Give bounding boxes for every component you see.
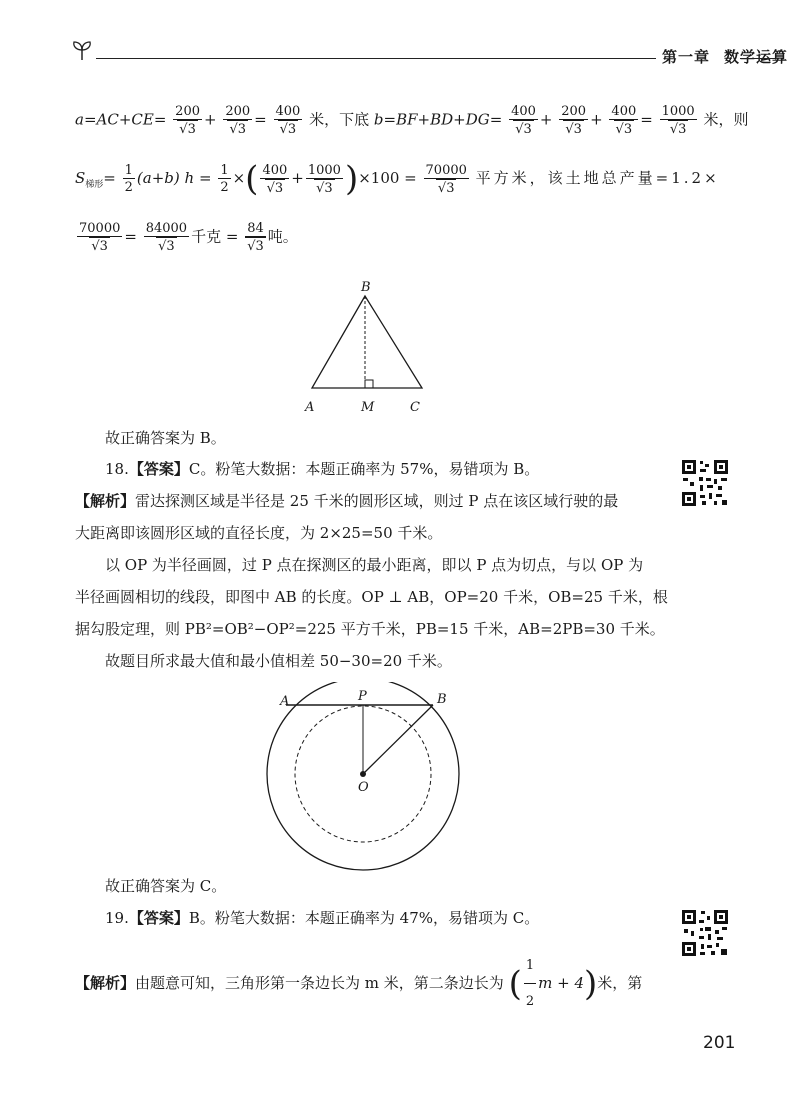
answer-18: 故正确答案为 C。 <box>105 877 227 895</box>
circle-label-B: B <box>437 692 447 707</box>
qr-code-icon <box>680 908 730 958</box>
header-rule-left <box>96 58 656 59</box>
chapter-title: 第一章 数学运算 <box>662 48 789 66</box>
page-header <box>70 38 789 68</box>
triangle-label-A: A <box>305 400 315 415</box>
triangle-figure <box>295 278 445 418</box>
q19-analysis-1: 【解析】由题意可知，三角形第一条边长为 m 米，第二条边长为 ( $\frac{1}{2}$ m + 4)米，第 <box>75 950 660 1018</box>
q19-answer: 19.【答案】B。粉笔大数据：本题正确率为 47%，易错项为 C。 <box>105 909 540 927</box>
page-number: 201 <box>703 1033 736 1053</box>
q18-answer: 18.【答案】C。粉笔大数据：本题正确率为 57%，易错项为 B。 <box>105 460 540 478</box>
q18-analysis-6: 故题目所求最大值和最小值相差 50−30=20 千米。 <box>105 652 452 670</box>
triangle-label-C: C <box>410 400 420 415</box>
circle-label-P: P <box>358 689 367 704</box>
header-rule-right <box>740 58 775 59</box>
q18-analysis-5: 据勾股定理，则 PB²=OB²−OP²=225 平方千米，PB=15 千米，AB=2PB=30 千米。 <box>75 620 665 638</box>
qr-code-icon <box>680 458 730 508</box>
sprout-icon <box>70 38 94 62</box>
circle-label-A: A <box>280 694 290 709</box>
formula-line-3: $\frac{70000}{√3}$ = $\frac{84000}{√3}$ 千克 = $\frac{84}{√3}$ 吨。 <box>79 221 298 254</box>
q18-analysis-4: 半径画圆相切的线段，即图中 AB 的长度。OP ⊥ AB，OP=20 千米，OB=25 千米，根 <box>75 588 668 606</box>
q18-analysis-2: 大距离即该圆形区域的直径长度，为 2×25=50 千米。 <box>75 524 443 542</box>
formula-line-2: $S_{梯形}=$ $\frac{1}{2}$ (a+b) h = $\frac{1}{2}$ ×( $\frac{400}{√3}$ + $\frac{1000}{√3}$ )×100 = $\frac{70000}{√3}$ 平方米，该土地总产量=1.2× <box>75 159 720 199</box>
q18-analysis-1: 【解析】雷达探测区域是半径是 25 千米的圆形区域，则过 P 点在该区域行驶的最 <box>75 492 619 510</box>
triangle-label-M: M <box>361 400 375 415</box>
answer-17: 故正确答案为 B。 <box>105 429 226 447</box>
q18-analysis-3: 以 OP 为半径画圆，过 P 点在探测区的最小距离，即以 P 点为切点，与以 OP 为 <box>105 556 644 574</box>
circle-figure <box>255 682 475 872</box>
circle-label-O: O <box>358 780 369 795</box>
triangle-label-B: B <box>361 280 371 295</box>
formula-line-1: a=AC+CE= $\frac{200}{√3}$ + $\frac{200}{√3}$ = $\frac{400}{√3}$ 米，下底 b=BF+BD+DG= $\frac{400}{√3}$ + $\frac{200}{√3}$ + $\frac{400}{√3}$ = $\frac{1000}{√3}$ 米，则 <box>75 104 749 137</box>
